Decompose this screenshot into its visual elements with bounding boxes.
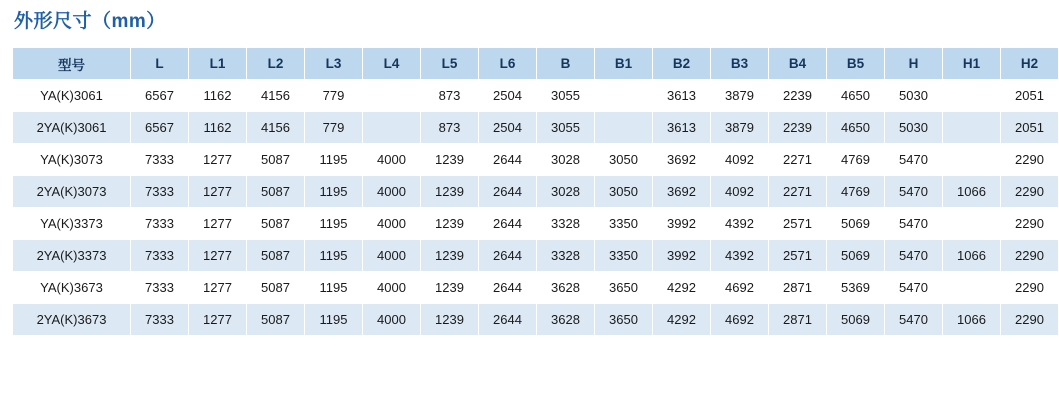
cell-value: 6567 xyxy=(131,80,189,112)
cell-value: 4692 xyxy=(711,304,769,336)
cell-value: 4292 xyxy=(653,304,711,336)
table-row xyxy=(13,176,1059,208)
cell-value xyxy=(943,80,1001,112)
cell-value: 2290 xyxy=(1001,304,1059,336)
cell-value: 3650 xyxy=(595,272,653,304)
column-header-h1: H1 xyxy=(943,48,1001,80)
column-header-b5: B5 xyxy=(827,48,885,80)
column-header-l1: L1 xyxy=(189,48,247,80)
cell-value xyxy=(363,112,421,144)
cell-value: 5087 xyxy=(247,144,305,176)
cell-value: 4392 xyxy=(711,240,769,272)
table-row xyxy=(13,304,1059,336)
cell-value: 2271 xyxy=(769,144,827,176)
table-row xyxy=(13,208,1059,240)
cell-value: 1277 xyxy=(189,272,247,304)
dimensions-table xyxy=(12,47,1059,336)
cell-value: 7333 xyxy=(131,240,189,272)
cell-value: 873 xyxy=(421,80,479,112)
cell-value: 5470 xyxy=(885,272,943,304)
cell-value: 1277 xyxy=(189,176,247,208)
cell-value: 4156 xyxy=(247,80,305,112)
cell-value: 5470 xyxy=(885,304,943,336)
cell-model: YA(K)3373 xyxy=(13,208,131,240)
cell-value: 4092 xyxy=(711,144,769,176)
cell-value: 3350 xyxy=(595,208,653,240)
cell-value: 3028 xyxy=(537,176,595,208)
column-header-b2: B2 xyxy=(653,48,711,80)
column-header-l2: L2 xyxy=(247,48,305,80)
cell-value: 5030 xyxy=(885,112,943,144)
cell-value: 2871 xyxy=(769,304,827,336)
cell-value: 4000 xyxy=(363,240,421,272)
cell-value: 1195 xyxy=(305,272,363,304)
cell-value: 3613 xyxy=(653,112,711,144)
cell-value: 1239 xyxy=(421,144,479,176)
cell-value: 3692 xyxy=(653,144,711,176)
cell-value: 3879 xyxy=(711,112,769,144)
cell-value: 2239 xyxy=(769,80,827,112)
cell-model: 2YA(K)3073 xyxy=(13,176,131,208)
cell-value: 4000 xyxy=(363,208,421,240)
cell-value: 2051 xyxy=(1001,112,1059,144)
cell-value: 5470 xyxy=(885,144,943,176)
cell-value: 7333 xyxy=(131,176,189,208)
cell-value: 3879 xyxy=(711,80,769,112)
cell-value: 3050 xyxy=(595,144,653,176)
cell-value: 779 xyxy=(305,80,363,112)
cell-value: 1277 xyxy=(189,208,247,240)
column-header-h: H xyxy=(885,48,943,80)
cell-value: 1239 xyxy=(421,176,479,208)
cell-value: 2290 xyxy=(1001,176,1059,208)
cell-value: 2871 xyxy=(769,272,827,304)
cell-value: 5069 xyxy=(827,304,885,336)
column-header-h2: H2 xyxy=(1001,48,1059,80)
cell-value: 2239 xyxy=(769,112,827,144)
cell-value: 3055 xyxy=(537,80,595,112)
cell-value: 2290 xyxy=(1001,208,1059,240)
cell-value: 4692 xyxy=(711,272,769,304)
column-header-b4: B4 xyxy=(769,48,827,80)
cell-value: 3028 xyxy=(537,144,595,176)
table-row xyxy=(13,240,1059,272)
cell-value: 5030 xyxy=(885,80,943,112)
cell-value: 3628 xyxy=(537,272,595,304)
cell-value: 3055 xyxy=(537,112,595,144)
cell-model: 2YA(K)3673 xyxy=(13,304,131,336)
cell-value: 4769 xyxy=(827,176,885,208)
cell-value: 5470 xyxy=(885,176,943,208)
cell-value xyxy=(943,144,1001,176)
cell-value: 3050 xyxy=(595,176,653,208)
cell-value: 2571 xyxy=(769,208,827,240)
cell-value: 1066 xyxy=(943,240,1001,272)
cell-value: 5087 xyxy=(247,272,305,304)
cell-value: 1277 xyxy=(189,240,247,272)
cell-value: 5087 xyxy=(247,208,305,240)
table-row xyxy=(13,272,1059,304)
cell-model: 2YA(K)3061 xyxy=(13,112,131,144)
cell-value: 1066 xyxy=(943,176,1001,208)
cell-value: 2644 xyxy=(479,304,537,336)
cell-value: 1195 xyxy=(305,208,363,240)
cell-model: YA(K)3073 xyxy=(13,144,131,176)
cell-value: 3992 xyxy=(653,240,711,272)
cell-value: 2571 xyxy=(769,240,827,272)
cell-value: 2504 xyxy=(479,80,537,112)
cell-value: 1162 xyxy=(189,112,247,144)
column-header-l5: L5 xyxy=(421,48,479,80)
cell-value: 3350 xyxy=(595,240,653,272)
column-header-l3: L3 xyxy=(305,48,363,80)
cell-value: 2644 xyxy=(479,240,537,272)
cell-value: 1195 xyxy=(305,240,363,272)
page-title: 外形尺寸（mm） xyxy=(14,11,166,32)
cell-value: 5069 xyxy=(827,208,885,240)
cell-value: 2504 xyxy=(479,112,537,144)
cell-value: 2051 xyxy=(1001,80,1059,112)
cell-value: 4156 xyxy=(247,112,305,144)
cell-value: 2290 xyxy=(1001,272,1059,304)
cell-value xyxy=(363,80,421,112)
cell-value: 4650 xyxy=(827,80,885,112)
cell-value: 2290 xyxy=(1001,144,1059,176)
column-header-b1: B1 xyxy=(595,48,653,80)
column-header-l: L xyxy=(131,48,189,80)
cell-value: 3328 xyxy=(537,240,595,272)
table-row xyxy=(13,80,1059,112)
cell-value: 2644 xyxy=(479,176,537,208)
cell-value: 7333 xyxy=(131,304,189,336)
cell-value: 5069 xyxy=(827,240,885,272)
cell-value: 4000 xyxy=(363,176,421,208)
cell-value: 7333 xyxy=(131,272,189,304)
cell-value: 1195 xyxy=(305,144,363,176)
cell-value: 5369 xyxy=(827,272,885,304)
column-header-model: 型号 xyxy=(13,48,131,80)
column-header-b3: B3 xyxy=(711,48,769,80)
cell-value: 2644 xyxy=(479,144,537,176)
column-header-l4: L4 xyxy=(363,48,421,80)
cell-value xyxy=(595,80,653,112)
table-row xyxy=(13,144,1059,176)
cell-value: 1277 xyxy=(189,304,247,336)
table-header-row xyxy=(13,48,1059,80)
column-header-b: B xyxy=(537,48,595,80)
cell-value: 1195 xyxy=(305,176,363,208)
cell-value: 3650 xyxy=(595,304,653,336)
cell-value: 3628 xyxy=(537,304,595,336)
cell-value: 5087 xyxy=(247,176,305,208)
cell-value: 2644 xyxy=(479,208,537,240)
cell-value: 4000 xyxy=(363,144,421,176)
cell-model: YA(K)3673 xyxy=(13,272,131,304)
column-header-l6: L6 xyxy=(479,48,537,80)
cell-value: 1195 xyxy=(305,304,363,336)
cell-value: 2271 xyxy=(769,176,827,208)
cell-value: 7333 xyxy=(131,144,189,176)
cell-value: 1162 xyxy=(189,80,247,112)
cell-value: 5470 xyxy=(885,240,943,272)
cell-value: 4092 xyxy=(711,176,769,208)
cell-model: 2YA(K)3373 xyxy=(13,240,131,272)
table-body xyxy=(13,80,1059,336)
cell-value: 1239 xyxy=(421,240,479,272)
cell-value: 4000 xyxy=(363,272,421,304)
cell-value: 4292 xyxy=(653,272,711,304)
cell-value: 5087 xyxy=(247,240,305,272)
cell-value: 1239 xyxy=(421,304,479,336)
cell-value xyxy=(943,272,1001,304)
cell-value: 3992 xyxy=(653,208,711,240)
cell-value: 4392 xyxy=(711,208,769,240)
cell-value: 3692 xyxy=(653,176,711,208)
cell-value: 3613 xyxy=(653,80,711,112)
cell-value: 4000 xyxy=(363,304,421,336)
cell-value: 4650 xyxy=(827,112,885,144)
cell-value xyxy=(595,112,653,144)
cell-value xyxy=(943,112,1001,144)
cell-value: 7333 xyxy=(131,208,189,240)
cell-value: 1277 xyxy=(189,144,247,176)
cell-value: 3328 xyxy=(537,208,595,240)
cell-value: 1239 xyxy=(421,272,479,304)
cell-value: 873 xyxy=(421,112,479,144)
cell-value: 2290 xyxy=(1001,240,1059,272)
cell-model: YA(K)3061 xyxy=(13,80,131,112)
cell-value: 1239 xyxy=(421,208,479,240)
cell-value: 1066 xyxy=(943,304,1001,336)
table-row xyxy=(13,112,1059,144)
cell-value: 2644 xyxy=(479,272,537,304)
cell-value: 779 xyxy=(305,112,363,144)
cell-value xyxy=(943,208,1001,240)
cell-value: 6567 xyxy=(131,112,189,144)
cell-value: 5087 xyxy=(247,304,305,336)
table-header xyxy=(13,48,1059,80)
cell-value: 5470 xyxy=(885,208,943,240)
cell-value: 4769 xyxy=(827,144,885,176)
